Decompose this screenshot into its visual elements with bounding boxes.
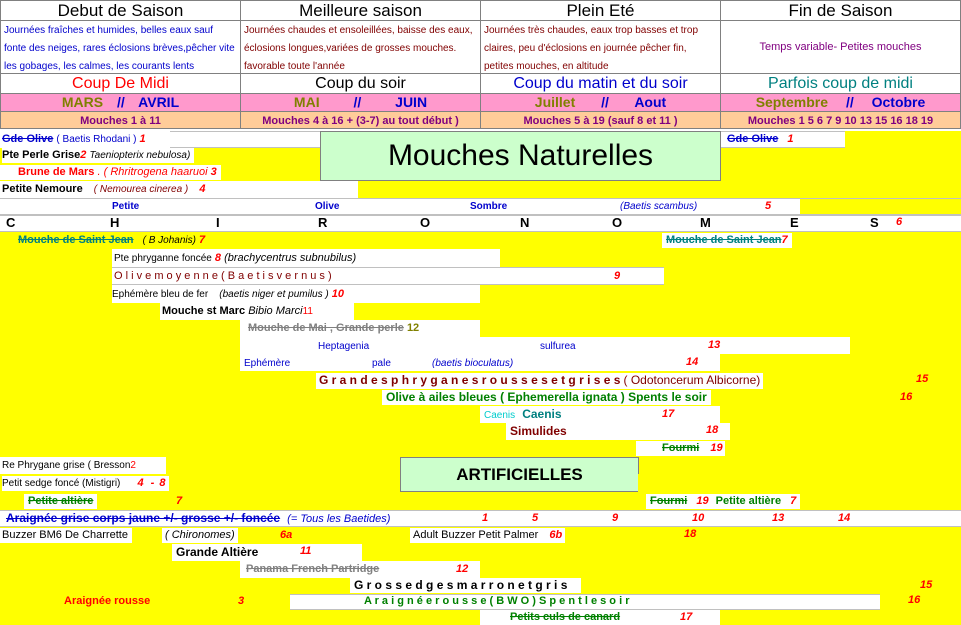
fly-row-10: Ephémère bleu de fer (baetis niger et pumilus ) 10 [112,288,345,300]
season-title-plein-ete: Plein Eté [480,0,721,21]
art-row-6: Grande Altière [176,545,259,559]
fly-row-15-num: 15 [916,373,929,385]
art-row-5-num2: 18 [684,528,697,540]
art-row-4-n2: 5 [532,512,539,524]
fly-row-18: Simulides [510,424,567,438]
month-end: AVRIL [138,94,180,110]
art-row-3-a: Petite altière [24,494,97,509]
month-end: Octobre [871,94,926,110]
season-desc-plein-ete: Journées très chaudes, eaux trop basses et trop claires, peu d'éclosions en journée pêcher fin, petites mouches, en altitude [480,20,721,74]
fly-row-16: Olive à ailes bleues ( Ephemerella ignata ) Spents le soir [382,390,711,405]
art-row-10-num: 17 [680,611,693,623]
art-row-8: G r o s s e d g e s m a r r o n e t g r i s [350,578,581,593]
artificielles-title: ARTIFICIELLES [400,457,639,492]
season-header [0,0,961,127]
month-separator: // [353,94,362,110]
fly-row-5-b: Olive [315,201,340,212]
season-coup-meilleure: Coup du soir [240,73,481,94]
fly-row-3: Brune de Mars . ( Rhritrogena haaruoi 3 [0,165,221,180]
fly-row-1-fin: Gde Olive 1 [727,133,794,145]
season-coup-fin: Parfois coup de midi [720,73,961,94]
art-row-4-n5: 13 [772,512,785,524]
fly-row-5-c: Sombre [470,201,508,212]
fly-row-5-a: Petite [112,201,140,212]
season-months-debut [0,93,241,112]
art-row-4-n4: 10 [692,512,705,524]
art-row-9-num2: 16 [908,594,921,606]
season-months-fin [720,93,961,112]
fly-row-4: Petite Nemoure ( Nemourea cinerea ) 4 [2,183,206,195]
art-row-3-b: Fourmi 19 Petite altière 7 [646,494,800,509]
art-row-7-num: 12 [456,563,469,575]
art-row-6-num: 11 [300,545,312,557]
fly-row-18-num: 18 [706,424,719,436]
fly-row-8: Pte phryganne foncée 8 (brachycentrus subnubilus) [114,252,357,264]
art-row-10: Petits culs de canard [510,611,621,623]
month-start: MARS [61,94,104,110]
fly-row-12: Mouche de Mai , Grande perle 12 [248,322,420,334]
art-row-8-num: 15 [920,579,933,591]
fly-row-17-num: 17 [662,408,675,420]
fly-row-13-num: 13 [708,339,721,351]
art-row-2: Petit sedge foncé (Mistigri) 4 - 8 [2,476,169,491]
art-row-1: Re Phrygane grise ( Bresson2 [2,460,136,471]
season-desc-meilleure: Journées chaudes et ensoleillées, baisse des eaux, éclosions longues,variées de grosses mouches. favorable toute l'année [240,20,481,74]
fly-row-14-num: 14 [686,356,699,368]
season-title-meilleure: Meilleure saison [240,0,481,21]
fly-row-1: Gde Olive ( Baetis Rhodani ) 1 [2,133,146,145]
season-coup-plein-ete: Coup du matin et du soir [480,73,721,94]
month-start: MAI [293,94,320,110]
month-start: Septembre [755,94,829,110]
month-separator: // [601,94,609,110]
fly-row-14-a: Ephémère [244,358,291,369]
fly-row-7: Mouche de Saint Jean ( B Johanis) 7 [18,234,206,246]
art-row-5-c: Adult Buzzer Petit Palmer 6b [410,528,565,543]
art-row-4-n3: 9 [612,512,619,524]
month-end: Aout [634,94,667,110]
fly-row-9: O l i v e m o y e n n e ( B a e t i s v e r n u s ) [114,270,332,282]
art-row-4-n1: 1 [482,512,489,524]
art-row-4: Araignée grise corps jaune +/- grosse +/- foncée (= Tous les Baetides) [6,511,391,525]
fly-row-11: Mouche st Marc Bibio Marci11 [162,305,313,317]
art-row-3-num: 7 [176,495,183,507]
season-coup-debut: Coup De Midi [0,73,241,94]
month-separator: // [845,94,854,110]
fly-row-5-num: 5 [765,200,772,212]
month-separator: // [117,94,125,110]
season-mouches-meilleure: Mouches 4 à 16 + (3-7) au tout début ) [240,111,481,129]
fly-row-14-b: pale [372,358,391,369]
fly-row-9-num: 9 [614,270,621,282]
season-title-debut: Debut de Saison [0,0,241,21]
art-row-9-a: Araignée rousse [64,595,151,607]
fly-row-5-d: (Baetis scambus) [620,201,698,212]
art-row-9-num: 3 [238,595,245,607]
art-row-4-n6: 14 [838,512,851,524]
fly-row-16-num: 16 [900,391,913,403]
fly-row-2: Pte Perle Grise2 Taeniopterix nebulosa) [2,148,194,163]
season-mouches-debut: Mouches 1 à 11 [0,111,241,129]
fly-row-13-b: sulfurea [540,341,576,352]
naturelles-title: Mouches Naturelles [320,131,721,181]
art-row-5-b: ( Chironomes) [162,528,238,543]
month-start: Juillet [534,94,576,110]
season-months-meilleure [240,93,481,112]
art-row-7: Panama French Partridge [246,563,380,575]
art-row-9-b: A r a i g n é e r o u s s e ( B W O ) S p e n t l e s o i r [364,595,630,607]
fly-row-15: G r a n d e s p h r y g a n e s r o u s s e s e t g r i s e s ( Odotoncerum Albicorne) [316,373,763,389]
season-mouches-plein-ete: Mouches 5 à 19 (sauf 8 et 11 ) [480,111,721,129]
season-desc-debut: Journées fraîches et humides, belles eaux sauf fonte des neiges, rares éclosions brèves,pêcher vite les gobages, les calmes, les courants lents [0,20,241,74]
fly-row-7-fin: Mouche de Saint Jean7 [662,233,792,248]
fly-row-13-a: Heptagenia [318,341,370,352]
fly-row-19: Fourmi 19 [636,441,725,456]
season-desc-fin: Temps variable- Petites mouches [720,20,961,74]
month-end: JUIN [395,94,428,110]
fly-row-14-c: (baetis bioculatus) [432,358,514,369]
art-row-5-num: 6a [280,529,293,541]
season-title-fin: Fin de Saison [720,0,961,21]
fly-row-17: Caenis Caenis [484,407,562,421]
art-row-5-a: Buzzer BM6 De Charrette [0,528,132,543]
season-mouches-fin: Mouches 1 5 6 7 9 10 13 15 16 18 19 [720,111,961,129]
season-months-plein-ete [480,93,721,112]
